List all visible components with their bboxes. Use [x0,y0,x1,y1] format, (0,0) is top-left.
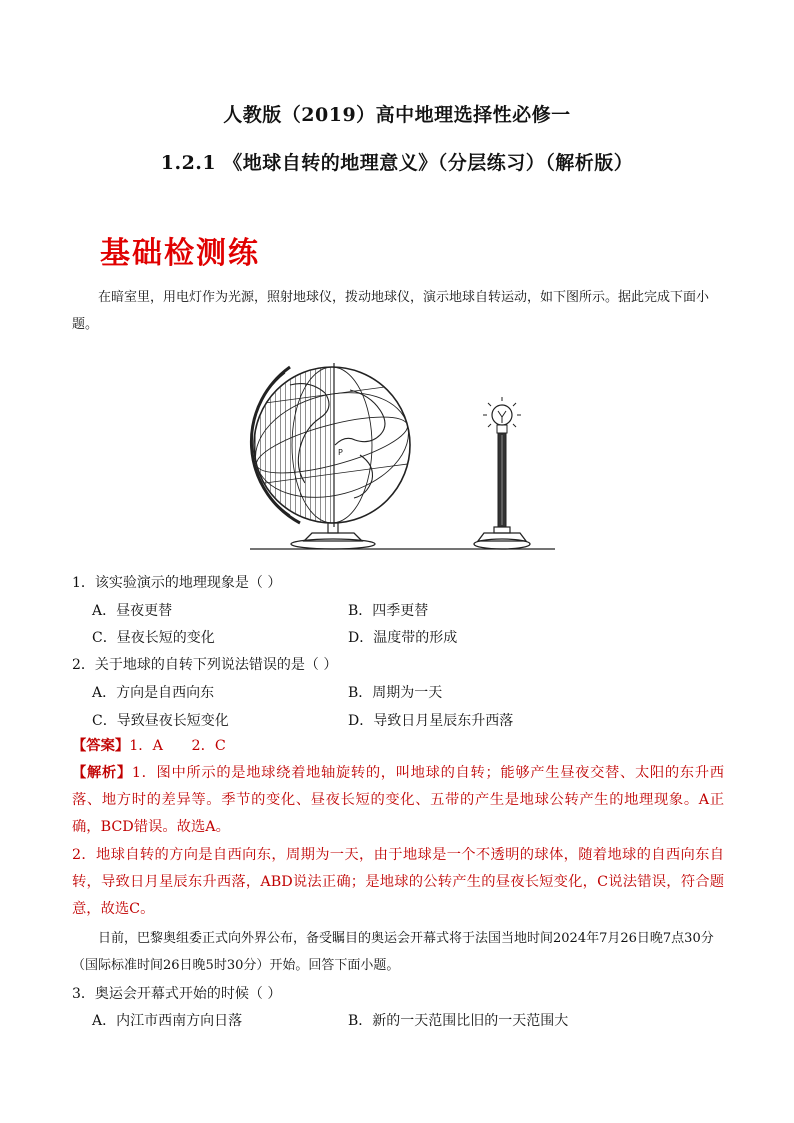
question-3-stem: 3．奥运会开幕式开始的时候（ ） [72,986,282,1002]
question-2-option-c: C．导致昼夜长短变化 [92,713,229,729]
globe-point-label: P [338,448,343,457]
question-1-stem: 1．该实验演示的地理现象是（ ） [72,575,282,591]
question-2-option-a: A．方向是自西向东 [92,685,215,701]
section-title: 基础检测练 [100,236,260,271]
answer-text: 1．A 2．C [129,738,226,754]
answer-label: 【答案】 [72,738,130,754]
analysis-label: 【解析】 [72,765,132,781]
question-2-option-d: D．导致日月星辰东升西落 [348,713,514,729]
document-title: 人教版（2019）高中地理选择性必修一 [223,104,571,126]
intro-paragraph-1: 在暗室里，用电灯作为光源，照射地球仪，拨动地球仪，演示地球自转运动，如下图所示。据此完成下面小题。 [72,290,710,332]
question-1-option-d: D．温度带的形成 [348,630,458,646]
analysis-paragraph-2: 2．地球自转的方向是自西向东，周期为一天，由于地球是一个不透明的球体，随着地球的自西向东自转，导致日月星辰东升西落，ABD说法正确；是地球的公转产生的昼夜长短变化，C说法错误，符合题意，故选C。 [72,847,724,917]
analysis-paragraph-1 [72,760,724,841]
question-1-option-c: C．昼夜长短的变化 [92,630,215,646]
document-subtitle: 1.2.1 《地球自转的地理意义》（分层练习）（解析版） [160,152,634,174]
question-2-option-b: B．周期为一天 [348,685,443,701]
globe-and-lamp-illustration [230,345,560,550]
analysis-text-1: 1．图中所示的是地球绕着地轴旋转的，叫地球的自转；能够产生昼夜交替、太阳的东升西落、地方时的差异等。季节的变化、昼夜长短的变化、五带的产生是地球公转产生的地理现象。A正确，BCD错误。故选A。 [72,765,725,835]
question-1-option-b: B．四季更替 [348,603,429,619]
question-1-option-a: A．昼夜更替 [92,603,173,619]
intro-paragraph-2: 日前，巴黎奥组委正式向外界公布，备受瞩目的奥运会开幕式将于法国当地时间2024年7月26日晚7点30分（国际标准时间26日晚5时30分）开始。回答下面小题。 [72,931,714,973]
question-3-option-b: B．新的一天范围比旧的一天范围大 [348,1013,569,1029]
answer-block [72,733,724,760]
question-3-option-a: A．内江市西南方向日落 [92,1013,243,1029]
question-2-stem: 2．关于地球的自转下列说法错误的是（ ） [72,657,338,673]
lamp-icon [474,397,530,549]
